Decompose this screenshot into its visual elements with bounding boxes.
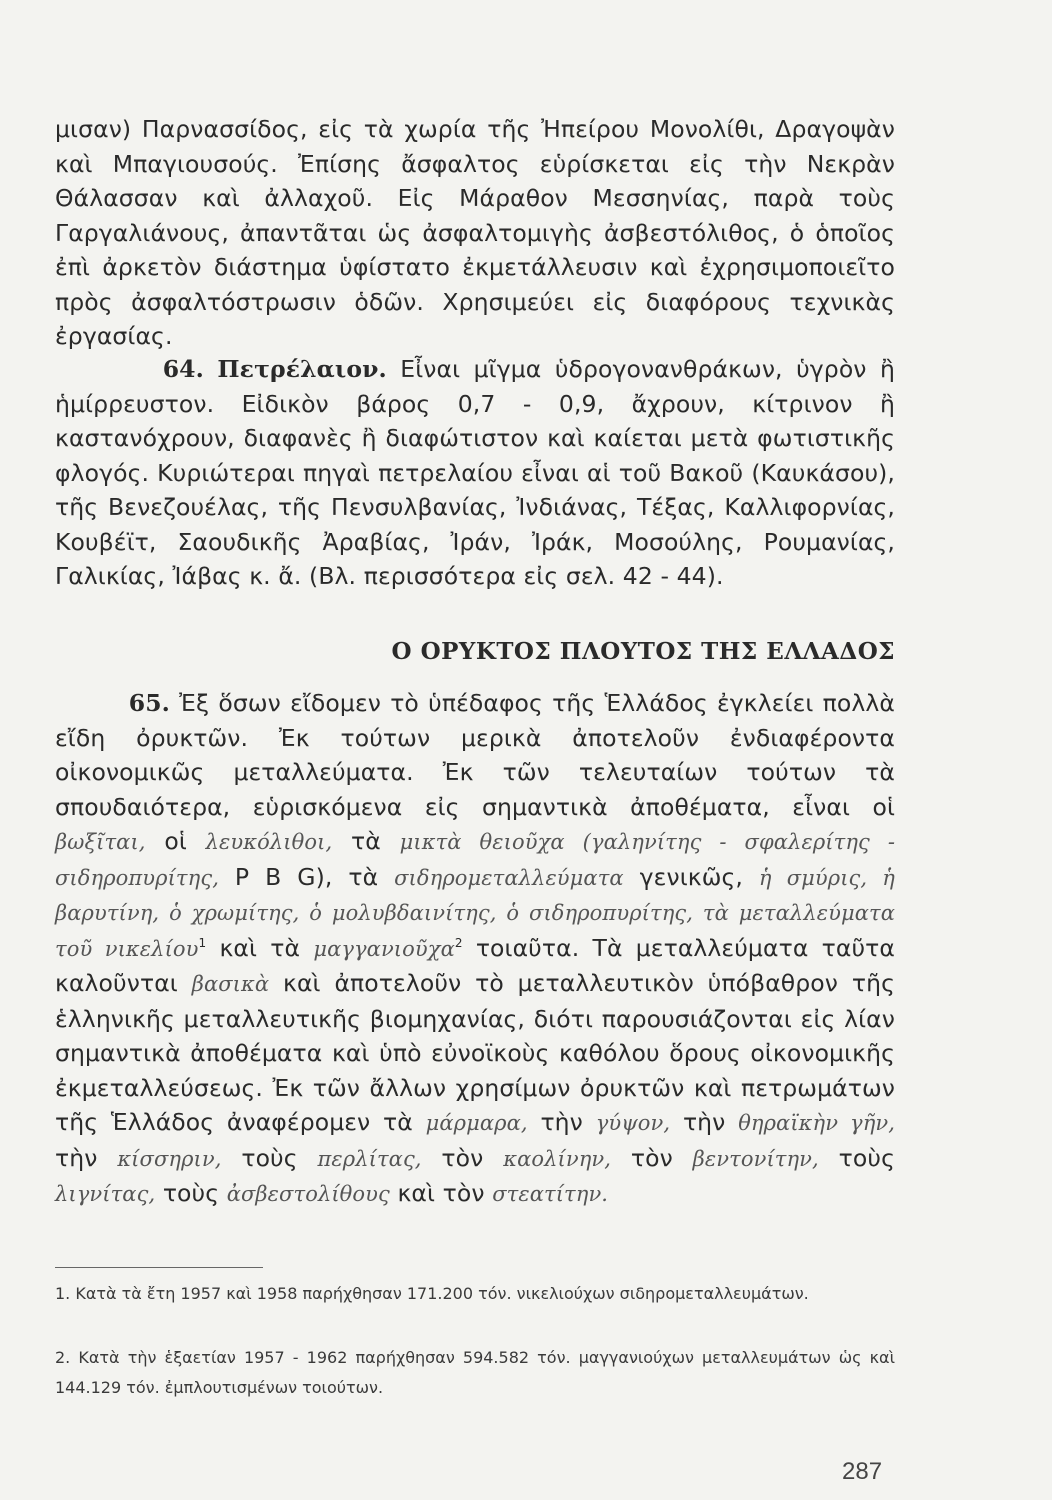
text-run: τὴν <box>55 1143 98 1172</box>
text-run: τὴν <box>540 1108 583 1136</box>
text-run: τὰ <box>351 827 381 855</box>
italic-term: βεντονίτην, <box>692 1146 819 1171</box>
italic-term: βωξῖται, <box>55 830 146 854</box>
paragraph-64-petroleum <box>55 352 895 594</box>
italic-term: ἀσβεστολίθους <box>226 1182 390 1206</box>
italic-term: ἡ σμύρις, ἡ βαρυτίνη, ὁ χρωμίτης, ὁ μολυβδαινίτης, ὁ σιδηροπυρίτης, τὰ μεταλλεύματα τοῦ νικελίου <box>55 865 895 961</box>
text-run: τοὺς <box>241 1143 298 1172</box>
italic-term: περλίτας, <box>317 1146 422 1171</box>
italic-term: σιδηρομεταλλεύματα <box>394 865 624 890</box>
text-run: τὸν <box>630 1143 673 1172</box>
italic-term: στεατίτην. <box>492 1182 609 1206</box>
section-number: 65. <box>128 689 170 717</box>
text-run: γενικῶς, <box>639 862 743 891</box>
italic-term: λευκόλιθοι, <box>205 830 333 854</box>
italic-term: μικτὰ θειοῦχα (γαληνίτης - σφαλερίτης - σιδηροπυρίτης, <box>55 830 896 890</box>
paragraph-text: Εἶναι μῖγμα ὑδρογονανθράκων, ὑγρὸν ἢ ἡμίρρευστον. Εἰδικὸν βάρος 0,7 - 0,9, ἄχρουν, κίτρινον ἢ καστανόχρουν, διαφανὲς ἢ διαφώτιστον καὶ καίεται μετὰ φωτιστικῆς φλογός. Κυριώτεραι πηγαὶ πετρελαίου εἶναι αἱ τοῦ Βακοῦ (Καυκάσου), τῆς Βενεζουέλας, τῆς Πενσυλβανίας, Ἰνδιάνας, Τέξας, Καλλιφορνίας, Κουβέϊτ, Σαουδικῆς Ἀραβίας, Ἰράν, Ἰράκ, Μοσούλης, Ρουμανίας, Γαλικίας, Ἰάβας κ. ἄ. (Βλ. περισσότερα εἰς σελ. 42 - 44). <box>55 355 895 590</box>
term-petroleum: Πετρέλαιον. <box>217 355 387 383</box>
footnote-2: 2. Κατὰ τὴν ἑξαετίαν 1957 - 1962 παρήχθησαν 594.582 τόν. μαγγανιούχων μεταλλευμάτων ὡς καὶ 144.129 τόν. ἐμπλουτισμένων τοιούτων. <box>55 1348 895 1397</box>
text-run: τοὺς <box>838 1143 895 1172</box>
text-run: οἱ <box>164 827 187 855</box>
text-run: καὶ ἀποτελοῦν τὸ μεταλλευτικὸν ὑπόβαθρον τῆς ἑλληνικῆς μεταλλευτικῆς βιομηχανίας, διότι παρουσιάζονται εἰς λίαν σημαντικὰ ἀποθέματα καὶ ὑπὸ εὐνοϊκοὺς καθόλου ὅρους οἰκονομικῆς ἐκμεταλλεύσεως. Ἐκ τῶν ἄλλων χρησίμων ὀρυκτῶν καὶ πετρωμάτων τῆς Ἑλλάδος ἀναφέρομεν τὰ <box>55 969 895 1136</box>
text-run: τὸν <box>441 1143 484 1172</box>
italic-term: θηραϊκὴν γῆν, <box>738 1111 896 1135</box>
text-run: τοιαῦτα. Τὰ μεταλλεύματα ταῦτα καλοῦνται <box>55 933 895 997</box>
italic-term: μάρμαρα, <box>425 1111 528 1135</box>
text-run: καὶ τὰ <box>219 933 301 962</box>
footnote-ref-2[interactable]: 2 <box>454 935 463 950</box>
italic-term: γύψον, <box>595 1111 671 1135</box>
footnote-divider <box>55 1267 263 1268</box>
page-number: 287 <box>842 1458 883 1485</box>
footnote-ref-1[interactable]: 1 <box>198 935 207 950</box>
section-heading: Ο ΟΡΥΚΤΟΣ ΠΛΟΥΤΟΣ ΤΗΣ ΕΛΛΑΔΟΣ <box>391 638 895 665</box>
italic-term: μαγγανιοῦχα <box>313 936 455 961</box>
paragraph-asphalt <box>55 112 895 354</box>
footnote-1: 1. Κατὰ τὰ ἔτη 1957 καὶ 1958 παρήχθησαν 171.200 τόν. νικελιούχων σιδηρομεταλλευμάτων. <box>55 1284 809 1303</box>
italic-term: κίσσηριν, <box>117 1146 222 1171</box>
paragraph-text: μισαν) Παρνασσίδος, εἰς τὰ χωρία τῆς Ἠπείρου Μονολίθι, Δραγοψὰν καὶ Μπαγιουσούς. Ἐπίσης ἄσφαλτος εὑρίσκεται εἰς τὴν Νεκρὰν Θάλασσαν καὶ ἀλλαχοῦ. Εἰς Μάραθον Μεσσηνίας, παρὰ τοὺς Γαργαλιάνους, ἀπαντᾶται ὡς ἀσφαλτομιγὴς ἀσβεστόλιθος, ὁ ὁποῖος ἐπὶ ἀρκετὸν διάστημα ὑφίστατο ἐκμετάλλευσιν καὶ ἐχρησιμοποιεῖτο πρὸς ἀσφαλτόστρωσιν ὁδῶν. Χρησιμεύει εἰς διαφόρους τεχνικὰς ἐργασίας. <box>55 115 895 350</box>
text-run: P B G), τὰ <box>234 862 379 891</box>
text-run: καὶ τὸν <box>397 1179 485 1207</box>
text-run: τὴν <box>682 1108 726 1136</box>
paragraph-65-mineral-wealth <box>55 686 895 1212</box>
text-run: Ἐξ ὅσων εἴδομεν τὸ ὑπέδαφος τῆς Ἑλλάδος ἐγκλείει πολλὰ εἴδη ὀρυκτῶν. Ἐκ τούτων μερικὰ ἀποτελοῦν ἐνδιαφέροντα οἰκονομικῶς μεταλλεύματα. Ἐκ τῶν τελευταίων τούτων τὰ σπουδαιότερα, εὑρισκόμενα εἰς σημαντικὰ ἀποθέματα, εἶναι οἱ <box>55 689 895 821</box>
italic-term: καολίνην, <box>503 1146 612 1171</box>
italic-term: λιγνίτας, <box>55 1182 156 1206</box>
section-number: 64. <box>162 355 204 383</box>
text-run: τοὺς <box>162 1179 220 1207</box>
italic-term: βασικὰ <box>191 972 270 996</box>
